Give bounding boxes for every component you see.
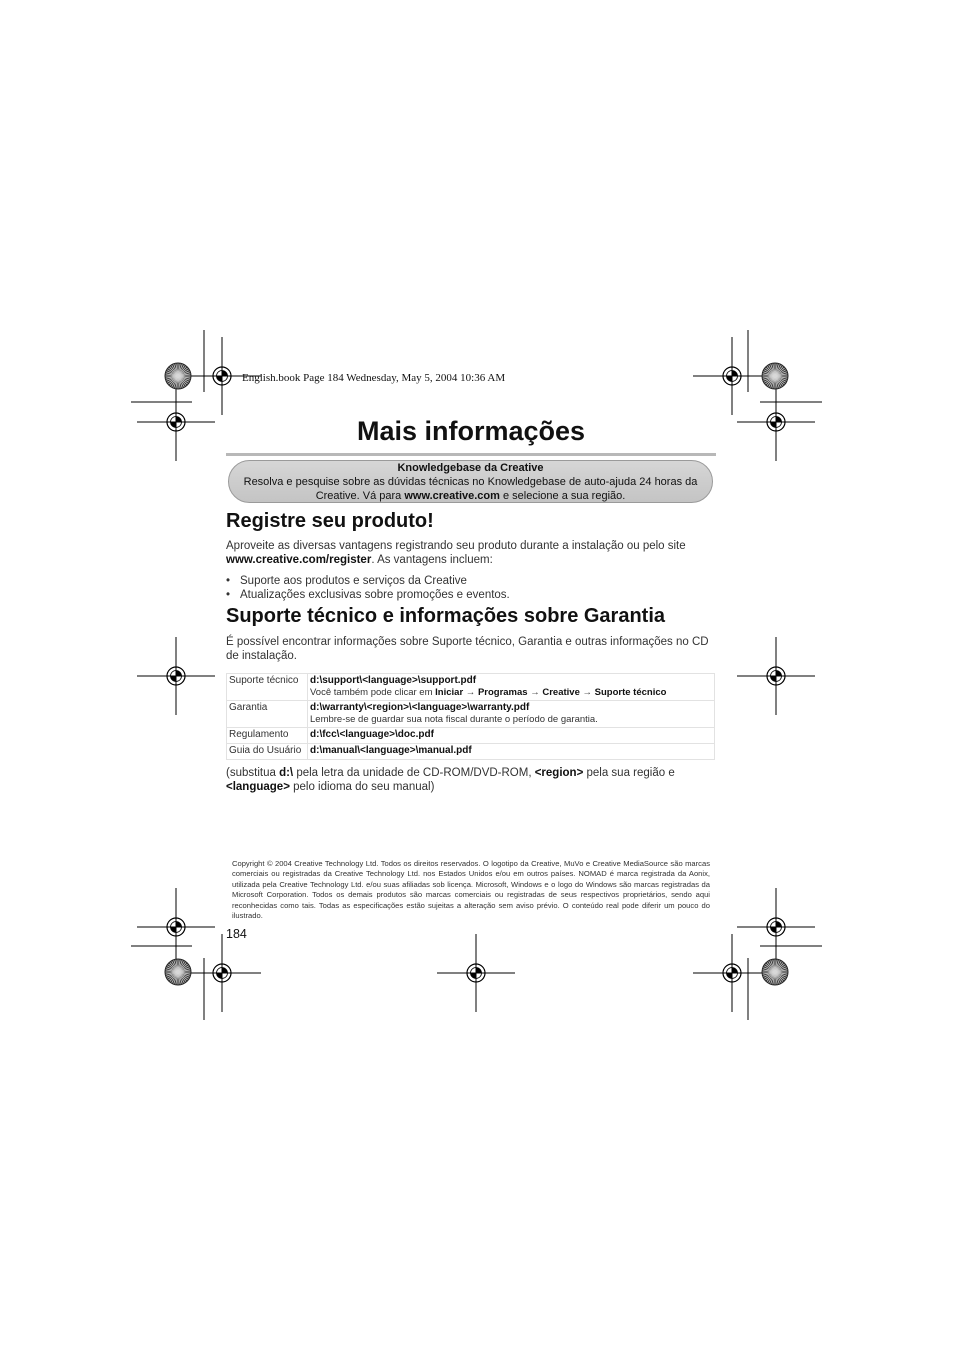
table-row [227,674,715,701]
row-label: Regulamento [227,728,308,744]
row-label: Garantia [227,701,308,728]
copyright-footnote: Copyright © 2004 Creative Technology Ltd. Todos os direitos reservados. O logotipo da Creative, MuVo e Creative MediaSource são marcas comerciais ou registradas da Creative Technology Ltd. nos Estados Unidos e/ou em outros países. NOMAD é marca registrada da Aonix, utilizada pela Creative Technology Ltd. e/ou suas afiliadas sob licença. Microsoft, Windows e o logo do Windows são marcas registradas da Microsoft Corporation. Todos os demais produtos são marcas comerciais ou registradas de seus respectivos proprietários, sendo aqui reconhecidas como tais. Todas as especificações estão sujeitas a alteração sem aviso prévio. O conteúdo real pode diferir um pouco do ilustrado. [232,859,710,921]
registration-target-icon [693,934,771,1012]
subst-text: pela sua região e [583,767,675,779]
book-header-line: English.book Page 184 Wednesday, May 5, 2004 10:36 AM [242,372,506,384]
arrow-icon: → [582,686,592,698]
subst-drive: d:\ [279,767,294,779]
note-text: Você também pode clicar em [310,686,436,698]
support-path: d:\support\<language>\support.pdf [310,675,477,686]
warranty-path: d:\warranty\<region>\<language>\warranty.pdf [310,702,530,713]
support-note [310,687,666,698]
kb-line2-tail: e selecione a sua região. [499,490,626,502]
row-content [308,701,715,728]
registration-target-icon [737,637,815,715]
register-text-tail: . As vantagens incluem: [371,553,493,566]
title-rule [226,453,716,456]
register-link[interactable]: www.creative.com/register [226,553,372,566]
register-text: Aproveite as diversas vantagens registrando seu produto durante a instalação ou pelo site [226,540,686,552]
substitution-note [226,767,714,794]
nav-iniciar: Iniciar [435,686,464,698]
manual-path: d:\manual\<language>\manual.pdf [310,745,472,756]
row-content [308,728,715,744]
benefit-item: • Atualizações exclusivas sobre promoções e eventos. [226,589,510,601]
support-heading: Suporte técnico e informações sobre Garantia [226,605,666,627]
benefit-item: • Suporte aos produtos e serviços da Creative [226,575,467,587]
register-paragraph [226,540,714,567]
regulation-path: d:\fcc\<language>\doc.pdf [310,729,434,740]
table-row [227,744,715,760]
registration-target-icon [737,383,815,461]
knowledgebase-line-1: Resolva e pesquise sobre as dúvidas técnicas no Knowledgebase de auto-ajuda 24 horas da [243,476,698,488]
arrow-icon: → [530,686,540,698]
documents-table [226,673,715,760]
creative-link[interactable]: www.creative.com [404,490,500,502]
warranty-note: Lembre-se de guardar sua nota fiscal durante o período de garantia. [310,713,598,725]
arrow-icon: → [465,686,476,698]
registration-target-icon [137,888,215,966]
row-label: Suporte técnico [227,674,308,701]
subst-language: <language> [226,780,290,793]
nav-suporte-tecnico: Suporte técnico [594,686,667,698]
support-paragraph: É possível encontrar informações sobre Suporte técnico, Garantia e outras informações no CD de instalação. [226,636,709,662]
registration-target-icon [437,934,515,1012]
nav-creative: Creative [542,686,580,698]
nav-programas: Programas [477,686,528,698]
page-title: Mais informações [356,416,586,446]
registration-target-icon [137,637,215,715]
color-starburst-icon [762,959,788,985]
register-heading: Registre seu produto! [226,510,434,532]
row-content [308,674,715,701]
knowledgebase-line-2 [229,489,712,503]
benefit-text: Atualizações exclusivas sobre promoções e eventos. [240,589,510,601]
registration-target-icon [183,934,261,1012]
color-starburst-icon [165,363,191,389]
registration-target-icon [693,337,771,415]
color-starburst-icon [165,959,191,985]
color-starburst-icon [762,363,788,389]
knowledgebase-title: Knowledgebase da Creative [397,462,544,474]
subst-text: pelo idioma do seu manual) [289,780,435,793]
subst-text: pela letra da unidade de CD-ROM/DVD-ROM, [293,767,535,779]
kb-line2-text: Creative. Vá para [315,490,405,502]
benefit-text: Suporte aos produtos e serviços da Creative [240,575,467,587]
table-row [227,728,715,744]
subst-text: (substitua [226,767,280,779]
table-row [227,701,715,728]
knowledgebase-box [228,460,713,503]
registration-target-icon [137,383,215,461]
registration-target-icon [737,888,815,966]
row-content [308,744,715,760]
page-number: 184 [226,927,247,941]
subst-region: <region> [534,767,584,779]
row-label: Guia do Usuário [227,744,308,760]
